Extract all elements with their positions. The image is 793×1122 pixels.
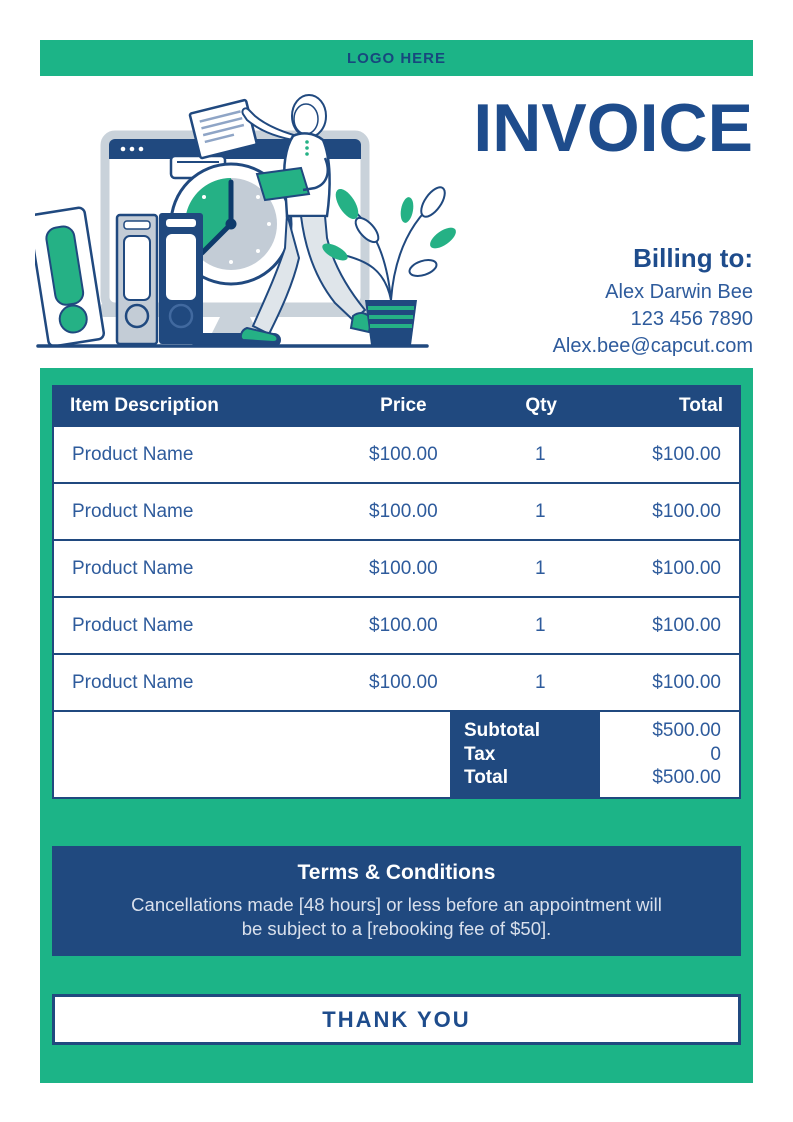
cell-total: $100.00 bbox=[652, 614, 721, 636]
logo-placeholder-text: LOGO HERE bbox=[346, 49, 446, 67]
table-row bbox=[54, 598, 739, 655]
thank-you-text: THANK YOU bbox=[322, 1006, 471, 1032]
summary-values bbox=[600, 712, 739, 797]
cell-total: $100.00 bbox=[652, 500, 721, 522]
invoice-title: INVOICE bbox=[473, 90, 753, 166]
summary-value: $500.00 bbox=[652, 720, 721, 741]
cell-qty: 1 bbox=[535, 557, 546, 579]
billing-name: Alex Darwin Bee bbox=[605, 281, 753, 303]
thank-you-box bbox=[52, 994, 741, 1045]
summary-labels bbox=[450, 712, 600, 797]
cell-price: $100.00 bbox=[369, 614, 438, 636]
cell-qty: 1 bbox=[535, 443, 546, 465]
binders-icon bbox=[35, 207, 203, 347]
cell-price: $100.00 bbox=[369, 443, 438, 465]
terms-box bbox=[52, 846, 741, 956]
table-row bbox=[54, 655, 739, 712]
billing-email: Alex.bee@capcut.com bbox=[552, 335, 753, 357]
billing-phone: 123 456 7890 bbox=[630, 308, 753, 330]
hero-illustration bbox=[35, 88, 465, 353]
cell-qty: 1 bbox=[535, 614, 546, 636]
cell-description: Product Name bbox=[72, 500, 194, 522]
table-row bbox=[54, 541, 739, 598]
cell-price: $100.00 bbox=[369, 557, 438, 579]
cell-description: Product Name bbox=[72, 614, 194, 636]
summary-label: Tax bbox=[464, 743, 496, 765]
summary-row bbox=[54, 712, 739, 797]
cell-qty: 1 bbox=[535, 500, 546, 522]
invoice-panel bbox=[40, 368, 753, 1083]
invoice-table bbox=[52, 385, 741, 799]
terms-heading: Terms & Conditions bbox=[297, 861, 496, 884]
cell-total: $100.00 bbox=[652, 443, 721, 465]
cell-description: Product Name bbox=[72, 557, 194, 579]
terms-line-1: Cancellations made [48 hours] or less before an appointment will bbox=[131, 894, 662, 915]
summary-label: Subtotal bbox=[464, 720, 540, 741]
column-header-description: Item Description bbox=[70, 395, 219, 416]
terms-line-2: be subject to a [rebooking fee of $50]. bbox=[241, 918, 552, 939]
cell-price: $100.00 bbox=[369, 500, 438, 522]
summary-spacer bbox=[54, 712, 450, 797]
table-body bbox=[52, 427, 741, 799]
table-body-rows bbox=[54, 427, 739, 712]
summary-value: 0 bbox=[710, 743, 721, 765]
cell-description: Product Name bbox=[72, 443, 194, 465]
column-header-total: Total bbox=[679, 395, 723, 416]
table-header-row bbox=[52, 385, 741, 427]
table-row bbox=[54, 484, 739, 541]
column-header-qty: Qty bbox=[525, 395, 558, 416]
billing-block bbox=[553, 243, 753, 360]
billing-heading: Billing to: bbox=[633, 243, 753, 273]
cell-description: Product Name bbox=[72, 671, 194, 693]
column-header-price: Price bbox=[380, 395, 427, 416]
cell-total: $100.00 bbox=[652, 557, 721, 579]
summary-value: $500.00 bbox=[652, 767, 721, 788]
cell-qty: 1 bbox=[535, 671, 546, 693]
table-row bbox=[54, 427, 739, 484]
summary-label: Total bbox=[464, 767, 508, 788]
cell-total: $100.00 bbox=[652, 671, 721, 693]
logo-bar bbox=[40, 40, 753, 76]
cell-price: $100.00 bbox=[369, 671, 438, 693]
